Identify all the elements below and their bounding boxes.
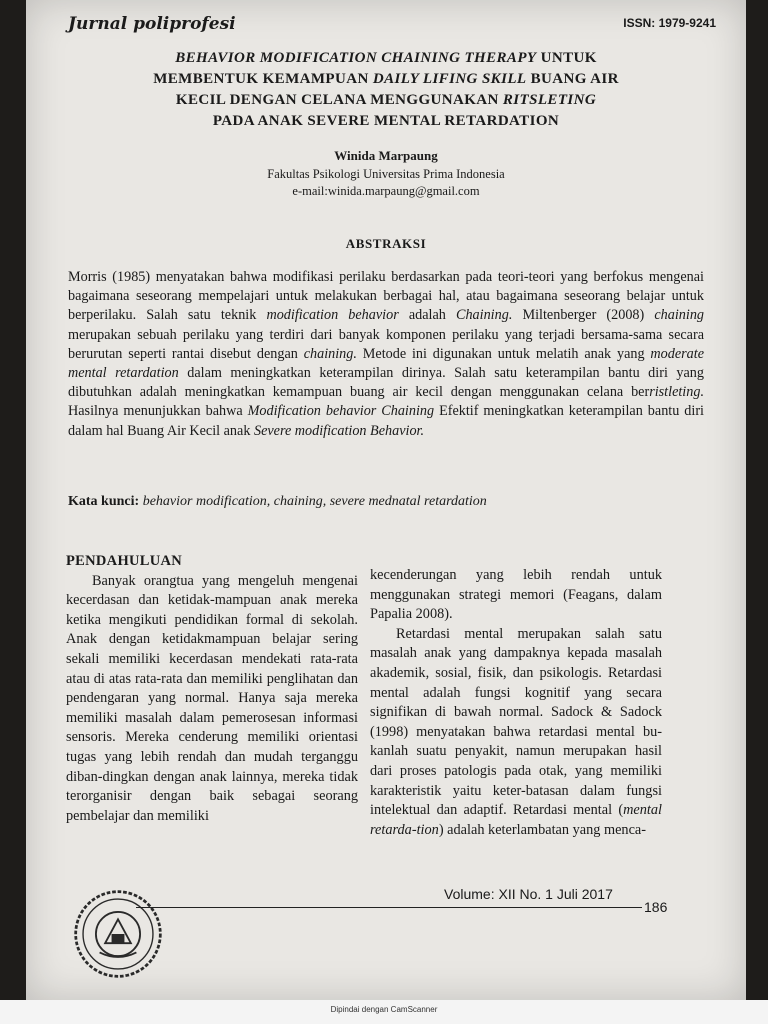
issn: ISSN: 1979-9241: [623, 16, 716, 30]
section-heading: PENDAHULUAN: [66, 553, 183, 569]
journal-name: Jurnal poliprofesi: [68, 14, 236, 34]
university-seal-icon: [72, 888, 164, 980]
keywords-label: Kata kunci:: [68, 494, 140, 509]
paragraph: Retardasi mental merupakan salah satu masalah anak yang dampaknya kepada masalah akademik, sosial, fisik, dan psikologis. Retardasi mental adalah fungsi kognitif yang secara signifikan di bawah normal. Sadock & Sadock (1998) menyatakan bahwa retardasi mental bu-kanlah suatu penyakit, namun merupakan hasil dari proses patologis pada otak, yang memiliki karakteristik yaitu keter-batasan dalam fungsi intelektual dan adaptif. Retardasi mental (mental retarda-tion) adalah keterlambatan yang menca-: [370, 625, 662, 838]
article-title: BEHAVIOR MODIFICATION CHAINING THERAPY UNTUK MEMBENTUK KEMAMPUAN DAILY LIFING SKILL BUANG AIR KECIL DENGAN CELANA MENGGUNAKAN RITSLETING PADA ANAK SEVERE MENTAL RETARDATION: [153, 50, 619, 129]
keywords-list: behavior modification, chaining, severe mednatal retardation: [142, 494, 487, 509]
right-column: [370, 566, 662, 840]
paragraph: kecenderungan yang lebih rendah untuk menggunakan strategi memori (Feagans, dalam Papalia 2008).: [370, 567, 662, 623]
author-name: Winida Marpaung: [334, 148, 438, 163]
affiliation-block: [66, 166, 706, 200]
affiliation: Fakultas Psikologi Universitas Prima Indonesia: [267, 167, 505, 181]
volume-info: Volume: XII No. 1 Juli 2017: [444, 886, 613, 902]
keywords: [68, 494, 704, 510]
author-email: e-mail:winida.marpaung@gmail.com: [292, 184, 480, 198]
left-column: [66, 552, 358, 826]
abstract-heading: ABSTRAKSI: [345, 236, 427, 251]
footer-rule: [136, 907, 642, 908]
abstract-text: Morris (1985) menyatakan bahwa modifikasi perilaku berdasarkan pada teori-teori yang berfokus mengenai bagaimana seseorang mempelajari untuk melakukan berbagai hal, atau bagaimana seseorang belajar untuk berperilaku. Salah satu teknik modification behavior adalah Chaining. Miltenberger (2008) chaining merupakan sebuah perilaku yang terdiri dari banyak komponen perilaku yang terjadi bersama-sama secara berurutan seperti rantai disebut dengan chaining. Metode ini digunakan untuk melatih anak yang moderate mental retardation dalam meningkatkan keterampilan dirinya. Salah satu keterampilan bantu diri yang dibutuhkan adalah meningkatkan kemampuan buang air kecil dengan menggunakan celana berristleting. Hasilnya menunjukkan bahwa Modification behavior Chaining Efektif meningkatkan keterampilan bantu diri dalam hal Buang Air Kecil anak Severe modification Behavior.: [68, 269, 705, 439]
page-number: 186: [644, 899, 668, 915]
scanner-note: Dipindai dengan CamScanner: [330, 1005, 438, 1014]
paper-page: [26, 0, 746, 1000]
paragraph: Banyak orangtua yang mengeluh mengenai kecerdasan dan ketidak-mampuan anak mereka ketika mengikuti pendidikan formal di sekolah. Anak dengan ketidakmampuan belajar sering sekali memiliki kecerdasan mendekati rata-rata atau di atas rata-rata dan memiliki penglihatan dan pendengaran yang normal. Hanya saja mereka memiliki masalah dalam pemerosesan informasi sensoris. Mereka cenderung memiliki orientasi tugas yang lebih rendah dan mudah terganggu diban-dingkan dengan anak lainnya, mereka tidak terorganisir dengan baik sebagai seorang pembelajar dan memiliki: [66, 572, 358, 824]
